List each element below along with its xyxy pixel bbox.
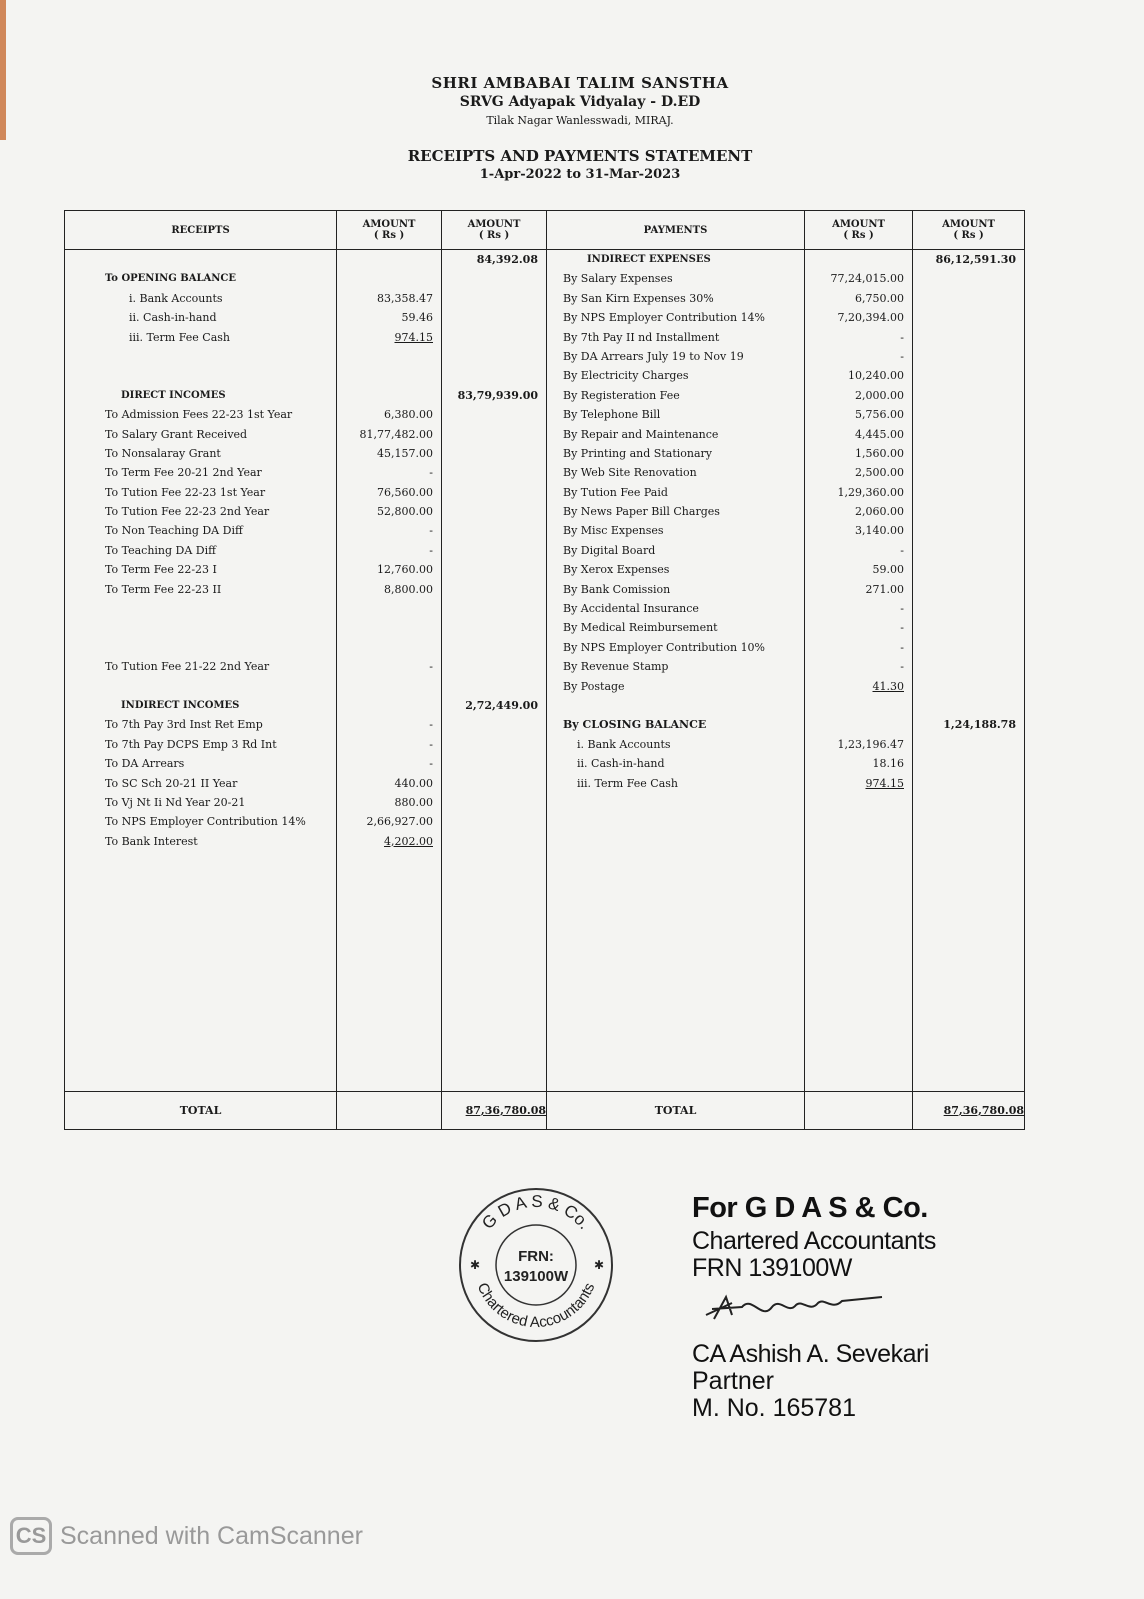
stamp-ring-top: G D A S & Co.: [478, 1191, 595, 1233]
payments-amt-cell: -: [900, 660, 904, 674]
col-amount-4: AMOUNT ( Rs ): [913, 211, 1025, 250]
receipts-amt-cell: 4,202.00: [384, 834, 433, 848]
receipts-total-cell: [442, 347, 546, 366]
receipts-total-cell: [442, 560, 546, 579]
payments-descriptions: [547, 250, 805, 1092]
payments-total-cell: [913, 328, 1024, 347]
receipts-amt-cell: 12,760.00: [377, 563, 433, 577]
page-edge-mark: [0, 0, 6, 140]
receipts-label-cell: To OPENING BALANCE: [105, 273, 237, 285]
receipts-amt-cell: -: [429, 757, 433, 771]
payments-group-totals: [913, 250, 1025, 1092]
receipts-amt-cell: [337, 618, 441, 637]
payments-label-cell: By 7th Pay II nd Installment: [563, 330, 720, 344]
receipts-label-cell: DIRECT INCOMES: [121, 389, 226, 401]
payments-total-value: 87,36,780.08: [913, 1092, 1025, 1130]
payments-total-cell: [913, 580, 1024, 599]
payments-total-cell: [913, 735, 1024, 754]
receipts-total-cell: 83,79,939.00: [457, 388, 538, 402]
receipts-total-cell: [442, 774, 546, 793]
receipts-total-cell: [442, 715, 546, 734]
stamp-frn-label: FRN:: [518, 1248, 554, 1265]
receipts-total-cell: [442, 638, 546, 657]
payments-total-cell: [913, 308, 1024, 327]
receipts-amt-cell: 974.15: [394, 330, 433, 344]
firm-role: Chartered Accountants: [692, 1227, 936, 1255]
receipts-label-cell: To NPS Employer Contribution 14%: [105, 815, 306, 829]
payments-total-cell: [913, 774, 1024, 793]
receipts-total-cell: [442, 483, 546, 502]
payments-total-cell: [913, 483, 1024, 502]
receipts-amt-cell: 59.46: [401, 311, 433, 325]
stamp-ring-bottom: Chartered Accountants: [473, 1280, 599, 1332]
payments-label-cell: By Electricity Charges: [563, 369, 689, 383]
receipts-amt-cell: 2,66,927.00: [366, 815, 433, 829]
payments-amt-cell: 1,23,196.47: [837, 737, 904, 751]
payments-amt-cell: 2,060.00: [855, 505, 904, 519]
payments-amt-cell: 7,20,394.00: [837, 311, 904, 325]
signatory-block: [692, 1192, 936, 1423]
payments-label-cell: By Registeration Fee: [563, 388, 680, 402]
receipts-total-cell: [442, 618, 546, 637]
receipts-total-cell: [442, 580, 546, 599]
star-icon: ✱: [594, 1258, 605, 1272]
receipts-label-cell: To Term Fee 22-23 I: [105, 563, 217, 577]
payments-total-cell: [913, 463, 1024, 482]
college-name: SRVG Adyapak Vidyalay - D.ED: [459, 94, 701, 110]
payments-total-cell: [913, 638, 1024, 657]
receipts-total-cell: [442, 405, 546, 424]
payments-total-cell: [913, 502, 1024, 521]
receipts-label-cell: To Admission Fees 22-23 1st Year: [105, 408, 293, 422]
receipts-label-cell: [65, 599, 336, 618]
payments-amt-cell: 3,140.00: [855, 524, 904, 538]
payments-amt-cell: 5,756.00: [855, 408, 904, 422]
receipts-total-cell: [442, 793, 546, 812]
payments-amt-cell: 1,29,360.00: [837, 485, 904, 499]
payments-label-cell: By News Paper Bill Charges: [563, 505, 720, 519]
payments-amt-cell: -: [900, 349, 904, 363]
payments-amt-cell: [805, 250, 912, 269]
receipts-amt-cell: 45,157.00: [377, 446, 433, 460]
receipts-amt-cell: 6,380.00: [384, 408, 433, 422]
payments-label-cell: INDIRECT EXPENSES: [587, 254, 711, 265]
payments-amt-cell: 59.00: [872, 563, 904, 577]
payments-total-cell: [913, 347, 1024, 366]
payments-total-cell: [913, 444, 1024, 463]
receipts-amt-cell: 52,800.00: [377, 505, 433, 519]
payments-label-cell: By Web Site Renovation: [563, 466, 697, 480]
receipts-label-cell: To Tution Fee 21-22 2nd Year: [105, 660, 270, 674]
receipts-amt-cell: -: [429, 466, 433, 480]
payments-amt-cell: 2,500.00: [855, 466, 904, 480]
payments-total-cell: 1,24,188.78: [943, 718, 1016, 732]
receipts-amt-cell: [337, 677, 441, 696]
firm-frn: FRN 139100W: [692, 1254, 852, 1282]
payments-total-cell: [913, 754, 1024, 773]
receipts-amt-cell: -: [429, 543, 433, 557]
payments-label-cell: By Digital Board: [563, 543, 656, 557]
receipts-amt-cell: 83,358.47: [377, 291, 433, 305]
receipts-total-cell: [442, 308, 546, 327]
receipts-total-cell: [442, 735, 546, 754]
payments-amt-cell: 18.16: [872, 757, 904, 771]
org-name: SHRI AMBABAI TALIM SANSTHA: [431, 74, 729, 92]
star-icon: ✱: [470, 1258, 481, 1272]
receipts-label-cell: [65, 677, 336, 696]
payments-total-cell: [913, 560, 1024, 579]
receipts-label-cell: To Vj Nt Ii Nd Year 20-21: [105, 795, 246, 809]
receipts-total-cell: [442, 754, 546, 773]
partner-title: Partner: [692, 1367, 774, 1395]
payments-label-cell: By NPS Employer Contribution 10%: [563, 640, 766, 654]
receipts-total-label: TOTAL: [65, 1092, 337, 1130]
payments-total-cell: [913, 269, 1024, 288]
payments-total-cell: [913, 425, 1024, 444]
receipts-total-cell: [442, 366, 546, 385]
payments-total-cell: [913, 541, 1024, 560]
receipts-amt-cell: 880.00: [394, 795, 433, 809]
receipts-amt-cell: 440.00: [394, 776, 433, 790]
payments-total-cell: [913, 405, 1024, 424]
receipts-label-cell: To Tution Fee 22-23 1st Year: [105, 485, 266, 499]
payments-label-cell: [547, 696, 804, 715]
statement-period: 1-Apr-2022 to 31-Mar-2023: [479, 167, 681, 182]
payments-total-cell: [913, 386, 1024, 405]
receipts-total-cell: 2,72,449.00: [465, 698, 538, 712]
payments-label-cell: By Repair and Maintenance: [563, 427, 719, 441]
receipts-label-cell: i. Bank Accounts: [129, 291, 223, 305]
receipts-total-cell: [442, 812, 546, 831]
receipts-amt-cell: 76,560.00: [377, 485, 433, 499]
receipts-amounts: [337, 250, 442, 1092]
camscanner-logo-icon: CS: [10, 1517, 52, 1555]
payments-total-cell: [913, 366, 1024, 385]
receipts-amt-cell: [337, 269, 441, 288]
receipts-group-totals: [442, 250, 547, 1092]
receipts-amt-cell: 8,800.00: [384, 582, 433, 596]
receipts-total-value: 87,36,780.08: [442, 1092, 547, 1130]
receipts-label-cell: To Nonsalaray Grant: [105, 446, 221, 460]
receipts-label-cell: To Tution Fee 22-23 2nd Year: [105, 505, 270, 519]
receipts-amt-cell: [337, 347, 441, 366]
payments-amt-cell: -: [900, 330, 904, 344]
receipts-label-cell: To Bank Interest: [105, 834, 198, 848]
membership-number: M. No. 165781: [692, 1394, 856, 1422]
receipts-total-cell: [442, 832, 546, 851]
receipts-total-cell: [442, 425, 546, 444]
payments-label-cell: iii. Term Fee Cash: [577, 776, 678, 790]
receipts-amt-cell: -: [429, 524, 433, 538]
receipts-total-cell: 84,392.08: [476, 253, 538, 266]
payments-amt-cell: 271.00: [865, 582, 904, 596]
payments-amt-cell: 10,240.00: [848, 369, 904, 383]
receipts-amt-cell: -: [429, 718, 433, 732]
receipts-label-cell: iii. Term Fee Cash: [129, 330, 230, 344]
receipts-label-cell: [65, 347, 336, 366]
payments-amt-cell: 77,24,015.00: [830, 272, 904, 286]
payments-label-cell: By Telephone Bill: [563, 408, 661, 422]
payments-amt-cell: [805, 715, 912, 734]
receipts-label-cell: To 7th Pay DCPS Emp 3 Rd Int: [105, 737, 277, 751]
receipts-label-cell: [65, 618, 336, 637]
receipts-total-cell: [442, 444, 546, 463]
statement-header: [380, 74, 780, 182]
receipts-label-cell: To Teaching DA Diff: [105, 543, 216, 557]
col-amount-2: AMOUNT ( Rs ): [442, 211, 547, 250]
statement-title: RECEIPTS AND PAYMENTS STATEMENT: [407, 147, 753, 165]
payments-label-cell: By CLOSING BALANCE: [563, 718, 707, 732]
payments-total-cell: [913, 289, 1024, 308]
receipts-label-cell: To SC Sch 20-21 II Year: [105, 776, 238, 790]
receipts-amt-cell: [337, 599, 441, 618]
receipts-total-cell: [442, 269, 546, 288]
payments-amt-cell: [805, 696, 912, 715]
payments-label-cell: By Accidental Insurance: [563, 602, 699, 616]
receipts-total-cell: [442, 677, 546, 696]
payments-total-cell: [913, 599, 1024, 618]
receipts-amt-cell: [337, 366, 441, 385]
receipts-total-cell: [442, 289, 546, 308]
payments-label-cell: By DA Arrears July 19 to Nov 19: [563, 349, 744, 363]
stamp-frn: 139100W: [503, 1268, 569, 1285]
receipts-label-cell: [65, 250, 336, 269]
payments-label-cell: By Medical Reimbursement: [563, 621, 718, 635]
payments-total-cell: [913, 618, 1024, 637]
ca-firm-stamp: [456, 1185, 616, 1345]
receipts-label-cell: To Term Fee 20-21 2nd Year: [105, 466, 262, 480]
payments-label-cell: By Bank Comission: [563, 582, 671, 596]
receipts-total-cell: [442, 657, 546, 676]
partner-name: CA Ashish A. Sevekari: [692, 1340, 929, 1368]
receipts-label-cell: To DA Arrears: [105, 757, 185, 771]
col-amount-1: AMOUNT ( Rs ): [337, 211, 442, 250]
payments-label-cell: By Tution Fee Paid: [563, 485, 668, 499]
receipts-amt-cell: -: [429, 737, 433, 751]
payments-total-cell: [913, 657, 1024, 676]
payments-amt-cell: 974.15: [865, 776, 904, 790]
payments-amt-cell: -: [900, 640, 904, 654]
payments-total-cell: [913, 677, 1024, 696]
col-amount-3: AMOUNT ( Rs ): [805, 211, 913, 250]
receipts-label-cell: [65, 366, 336, 385]
receipts-amt-cell: -: [429, 660, 433, 674]
receipts-label-cell: ii. Cash-in-hand: [129, 311, 217, 325]
payments-amt-cell: 2,000.00: [855, 388, 904, 402]
payments-amt-cell: 41.30: [872, 679, 904, 693]
receipts-total-cell: [442, 541, 546, 560]
receipts-label-cell: [65, 638, 336, 657]
payments-label-cell: By Revenue Stamp: [563, 660, 669, 674]
payments-amt-cell: -: [900, 621, 904, 635]
receipts-label-cell: INDIRECT INCOMES: [121, 699, 240, 711]
receipts-descriptions: [65, 250, 337, 1092]
receipts-label-cell: To 7th Pay 3rd Inst Ret Emp: [105, 718, 263, 732]
payments-amt-cell: 4,445.00: [855, 427, 904, 441]
receipts-amt-cell: [337, 696, 441, 715]
receipts-amt-cell: [337, 250, 441, 269]
receipts-amt-cell: [337, 386, 441, 405]
handwritten-signature: [692, 1285, 892, 1331]
payments-amounts: [805, 250, 913, 1092]
address: Tilak Nagar Wanlesswadi, MIRAJ.: [486, 114, 674, 127]
firm-name: For G D A S & Co.: [692, 1192, 928, 1224]
receipts-total-cell: [442, 599, 546, 618]
col-receipts: RECEIPTS: [65, 211, 337, 250]
payments-label-cell: By Misc Expenses: [563, 524, 664, 538]
payments-amt-cell: 6,750.00: [855, 291, 904, 305]
payments-total-label: TOTAL: [547, 1092, 805, 1130]
payments-total-cell: 86,12,591.30: [935, 253, 1016, 266]
payments-label-cell: ii. Cash-in-hand: [577, 757, 665, 771]
payments-total-cell: [913, 521, 1024, 540]
camscanner-watermark: [10, 1517, 363, 1555]
payments-label-cell: By Printing and Stationary: [563, 446, 712, 460]
receipts-total-cell: [442, 328, 546, 347]
receipts-label-cell: To Term Fee 22-23 II: [105, 582, 222, 596]
receipts-total-cell: [442, 521, 546, 540]
receipts-label-cell: To Salary Grant Received: [105, 427, 248, 441]
col-payments: PAYMENTS: [547, 211, 805, 250]
payments-amt-cell: -: [900, 543, 904, 557]
payments-label-cell: By Postage: [563, 679, 625, 693]
receipts-payments-table: [64, 210, 1025, 1130]
receipts-label-cell: To Non Teaching DA Diff: [105, 524, 243, 538]
payments-label-cell: By Salary Expenses: [563, 272, 673, 286]
receipts-total-cell: [442, 463, 546, 482]
receipts-amt-cell: 81,77,482.00: [359, 427, 433, 441]
payments-label-cell: By NPS Employer Contribution 14%: [563, 311, 766, 325]
payments-label-cell: i. Bank Accounts: [577, 737, 671, 751]
camscanner-text: Scanned with CamScanner: [60, 1521, 363, 1550]
payments-label-cell: By Xerox Expenses: [563, 563, 670, 577]
payments-total-cell: [913, 696, 1024, 715]
receipts-total-cell: [442, 502, 546, 521]
payments-amt-cell: 1,560.00: [855, 446, 904, 460]
payments-label-cell: By San Kirn Expenses 30%: [563, 291, 714, 305]
payments-amt-cell: -: [900, 602, 904, 616]
receipts-amt-cell: [337, 638, 441, 657]
